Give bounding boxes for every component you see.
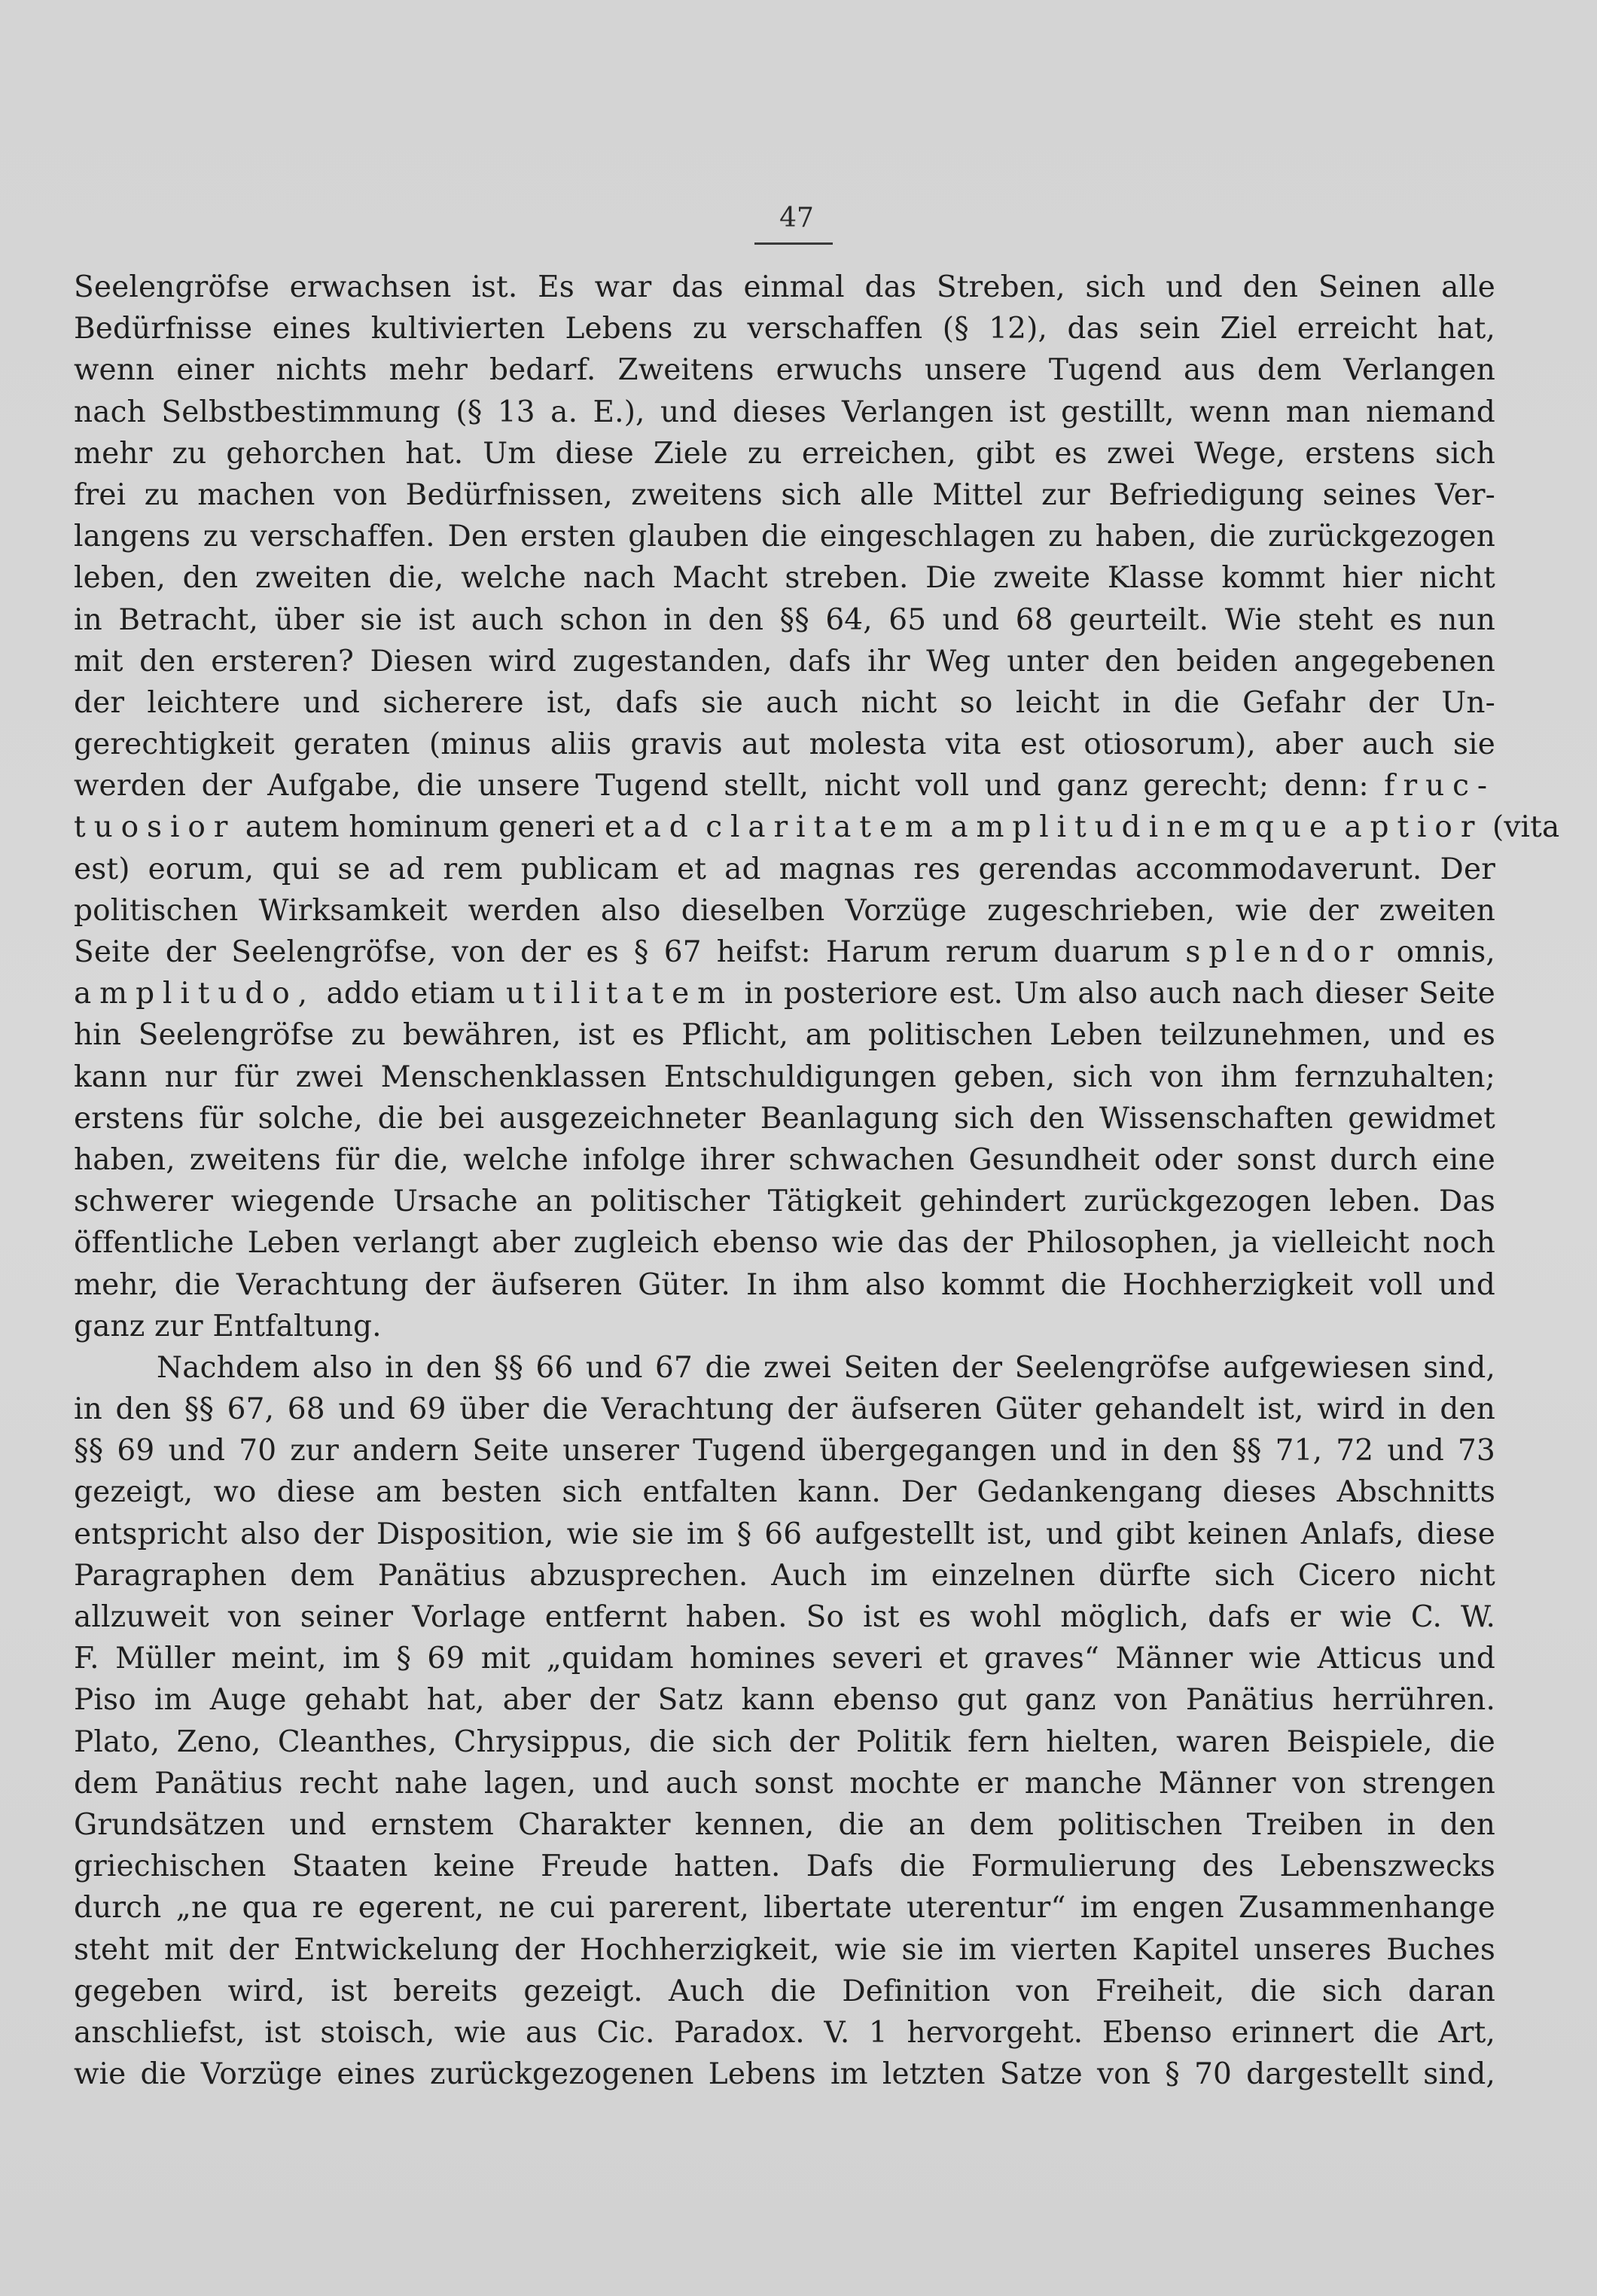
body-text <box>74 267 1560 2095</box>
text-line: haben, zweitens für die, welche infolge ihrer schwachen Gesundheit oder sonst durch eine <box>74 1142 1495 1177</box>
text-line: durch „ne qua re egerent, ne cui parerent, libertate uterentur“ im engen Zusammenhange <box>74 1891 1495 1926</box>
text-segment: (vita <box>1492 810 1560 845</box>
text-segment: in posteriore est. Um also auch nach dieser Seite <box>744 977 1495 1011</box>
text-line: langens zu verschaffen. Den ersten glauben die eingeschlagen zu haben, die zurückgezogen <box>74 520 1495 554</box>
text-line: Seelengröfse erwachsen ist. Es war das einmal das Streben, sich und den Seinen alle <box>74 270 1495 304</box>
text-line: gezeigt, wo diese am besten sich entfalten kann. Der Gedankengang dieses Abschnitts <box>74 1475 1495 1510</box>
text-line: wie die Vorzüge eines zurückgezogenen Lebens im letzten Satze von § 70 dargestellt sind, <box>74 2057 1495 2092</box>
text-line: öffentliche Leben verlangt aber zugleich ebenso wie das der Philosophen, ja vielleicht noch <box>74 1226 1495 1261</box>
text-line: gerechtigkeit geraten (minus aliis gravis aut molesta vita est otiosorum), aber auch sie <box>74 727 1495 762</box>
page-number: 47 <box>779 203 814 233</box>
text-line: steht mit der Entwickelung der Hochherzigkeit, wie sie im vierten Kapitel unseres Buches <box>74 1932 1495 1967</box>
text-line: mit den ersteren? Diesen wird zugestanden, dafs ihr Weg unter den beiden angegebenen <box>74 644 1495 678</box>
text-line: Grundsätzen und ernstem Charakter kennen, die an dem politischen Treiben in den <box>74 1807 1495 1842</box>
spaced-emphasis: ad <box>643 810 696 845</box>
spaced-emphasis: splendor <box>1185 935 1382 969</box>
text-line <box>74 932 1495 973</box>
text-line <box>74 973 1495 1014</box>
text-segment: autem hominum generi et <box>245 810 635 845</box>
text-line <box>74 806 1560 848</box>
text-line: leben, den zweiten die, welche nach Macht streben. Die zweite Klasse kommt hier nicht <box>74 561 1495 596</box>
text-line: F. Müller meint, im § 69 mit „quidam homines severi et graves“ Männer wie Atticus und <box>74 1642 1495 1676</box>
text-line: nach Selbstbestimmung (§ 13 a. E.), und dieses Verlangen ist gestillt, wenn man niemand <box>74 395 1495 429</box>
text-line: ganz zur Entfaltung. <box>74 1309 382 1343</box>
text-line: Paragraphen dem Panätius abzusprechen. Auch im einzelnen dürfte sich Cicero nicht <box>74 1558 1495 1593</box>
text-line: Nachdem also in den §§ 66 und 67 die zwei Seiten der Seelengröfse aufgewiesen sind, <box>157 1350 1495 1385</box>
text-segment: Seite der Seelengröfse, von der es § 67 heifst: Harum rerum duarum <box>74 935 1171 969</box>
text-line: mehr zu gehorchen hat. Um diese Ziele zu erreichen, gibt es zwei Wege, erstens sich <box>74 436 1495 471</box>
text-line: in den §§ 67, 68 und 69 über die Verachtung der äufseren Güter gehandelt ist, wird in den <box>74 1392 1495 1427</box>
text-segment: addo etiam <box>326 977 495 1011</box>
spaced-emphasis: fruc- <box>1384 769 1495 803</box>
text-line: entspricht also der Disposition, wie sie im § 66 aufgestellt ist, und gibt keinen Anlafs, diese <box>74 1517 1495 1551</box>
text-line: der leichtere und sicherere ist, dafs sie auch nicht so leicht in die Gefahr der Un- <box>74 685 1495 720</box>
text-line: Bedürfnisse eines kultivierten Lebens zu verschaffen (§ 12), das sein Ziel erreicht hat, <box>74 312 1495 346</box>
text-line: §§ 69 und 70 zur andern Seite unserer Tugend übergegangen und in den §§ 71, 72 und 73 <box>74 1434 1495 1468</box>
text-line: Piso im Auge gehabt hat, aber der Satz kann ebenso gut ganz von Panätius herrühren. <box>74 1683 1495 1718</box>
text-line: schwerer wiegende Ursache an politischer Tätigkeit gehindert zurückgezogen leben. Das <box>74 1185 1495 1219</box>
text-line: dem Panätius recht nahe lagen, und auch sonst mochte er manche Männer von strengen <box>74 1766 1495 1801</box>
text-line: gegeben wird, ist bereits gezeigt. Auch die Definition von Freiheit, die sich daran <box>74 1974 1495 2008</box>
spaced-emphasis: aptior <box>1344 810 1483 845</box>
text-line: kann nur für zwei Menschenklassen Entschuldigungen geben, sich von ihm fernzuhalten; <box>74 1060 1495 1094</box>
text-line: Plato, Zeno, Cleanthes, Chrysippus, die sich der Politik fern hielten, waren Beispiele, die <box>74 1724 1495 1759</box>
text-line: wenn einer nichts mehr bedarf. Zweitens erwuchs unsere Tugend aus dem Verlangen <box>74 353 1495 388</box>
text-segment: omnis, <box>1396 935 1495 969</box>
spaced-emphasis: amplitudinemque <box>950 810 1335 845</box>
text-line: in Betracht, über sie ist auch schon in den §§ 64, 65 und 68 geurteilt. Wie steht es nun <box>74 602 1495 637</box>
text-line: frei zu machen von Bedürfnissen, zweitens sich alle Mittel zur Befriedigung seines Ver- <box>74 477 1495 512</box>
spaced-emphasis: amplitudo, <box>74 977 315 1011</box>
text-line: hin Seelengröfse zu bewähren, ist es Pflicht, am politischen Leben teilzunehmen, und es <box>74 1018 1495 1053</box>
text-line: griechischen Staaten keine Freude hatten. Dafs die Formulierung des Lebenszwecks <box>74 1849 1495 1884</box>
text-line <box>74 765 1495 806</box>
text-line: anschliefst, ist stoisch, wie aus Cic. Paradox. V. 1 hervorgeht. Ebenso erinnert die Art, <box>74 2015 1495 2050</box>
spaced-emphasis: claritatem <box>706 810 941 845</box>
text-line: erstens für solche, die bei ausgezeichneter Beanlagung sich den Wissenschaften gewidmet <box>74 1101 1495 1136</box>
text-line: politischen Wirksamkeit werden also dieselben Vorzüge zugeschrieben, wie der zweiten <box>74 893 1495 928</box>
spaced-emphasis: utilitatem <box>505 977 734 1011</box>
text-line: mehr, die Verachtung der äufseren Güter. In ihm also kommt die Hochherzigkeit voll und <box>74 1267 1495 1302</box>
page-number-rule <box>754 242 833 245</box>
text-line: allzuweit von seiner Vorlage entfernt haben. So ist es wohl möglich, dafs er wie C. W. <box>74 1600 1495 1634</box>
text-segment: werden der Aufgabe, die unsere Tugend stellt, nicht voll und ganz gerecht; denn: <box>74 769 1369 803</box>
spaced-emphasis: tuosior <box>74 810 236 845</box>
text-line: est) eorum, qui se ad rem publicam et ad magnas res gerendas accommodaverunt. Der <box>74 852 1495 886</box>
